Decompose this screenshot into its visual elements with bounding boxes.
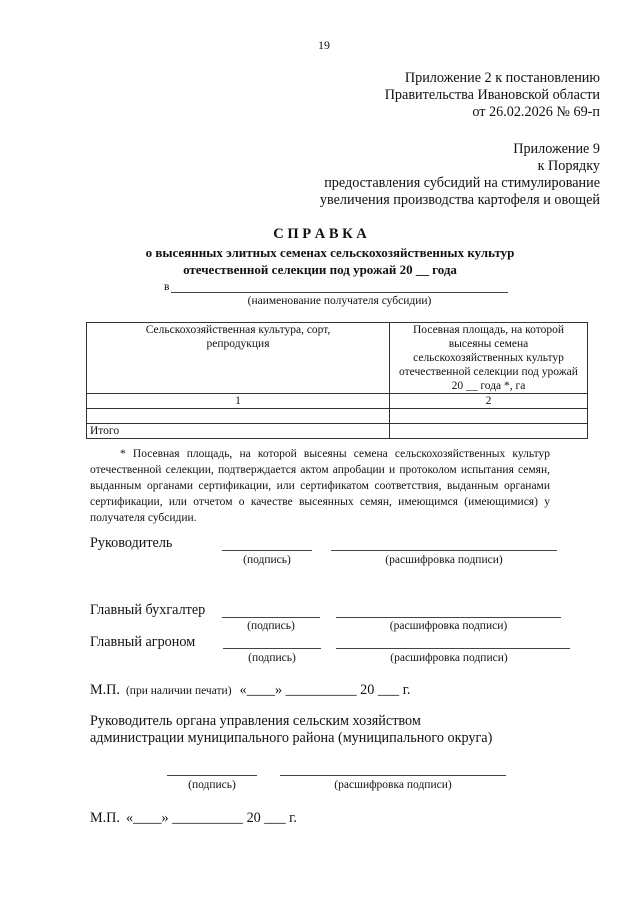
seeds-table [86, 322, 588, 439]
chief-agronomist-decode-caption: (расшифровка подписи) [390, 652, 508, 664]
stamp-mp-label: М.П. [90, 810, 120, 826]
authority-head-signature-line[interactable] [167, 775, 257, 776]
stamp-date-field[interactable]: «____» __________ 20 ___ г. [125, 810, 297, 826]
chief-agronomist-decode-line[interactable] [336, 648, 570, 649]
document-subtitle-line1: о высеянных элитных семенах сельскохозяйственных культур [145, 245, 515, 260]
authority-head-label-line2: администрации муниципального района (муниципального округа) [90, 730, 493, 746]
document-title: С П Р А В К А [273, 226, 367, 242]
stamp-block-2 [90, 809, 297, 827]
column-number-cell: 1 [87, 394, 390, 409]
table-cell-area[interactable] [390, 409, 588, 424]
stamp-block-1 [90, 681, 410, 699]
appendix-main-line: от 26.02.2026 № 69-п [472, 104, 600, 120]
recipient-caption: (наименование получателя субсидии) [247, 295, 432, 307]
chief-agronomist-signature-line[interactable] [223, 648, 321, 649]
authority-head-sign-caption: (подпись) [188, 779, 236, 791]
header-cell-area: Посевная площадь, на которой высеяны семена сельскохозяйственных культур отечественной селекции под урожай 20 __ года *, га [390, 323, 588, 394]
chief-accountant-decode-line[interactable] [336, 617, 561, 618]
authority-head-decode-caption: (расшифровка подписи) [334, 779, 452, 791]
appendix-main-line: Приложение 2 к постановлению [404, 70, 600, 86]
head-sign-caption: (подпись) [243, 554, 291, 566]
authority-head-decode-line[interactable] [280, 775, 506, 776]
authority-head-label-line1: Руководитель органа управления сельским хозяйством [90, 713, 421, 729]
chief-agronomist-sign-caption: (подпись) [248, 652, 296, 664]
chief-accountant-sign-caption: (подпись) [247, 620, 295, 632]
appendix-sub-line: к Порядку [537, 158, 600, 174]
total-value[interactable] [390, 424, 588, 439]
stamp-date-field[interactable]: «____» __________ 20 ___ г. [239, 682, 411, 698]
head-decode-caption: (расшифровка подписи) [385, 554, 503, 566]
table-column-numbers-row [87, 394, 588, 409]
stamp-note: (при наличии печати) [125, 685, 232, 697]
table-cell-crop[interactable] [87, 409, 390, 424]
table-total-row [87, 424, 588, 439]
appendix-sub [200, 141, 600, 209]
footnote: * Посевная площадь, на которой высеяны семена сельскохозяйственных культур отечественной селекции, подтверждается актом апробации и протоколом испытания семян, выданным органами сертификации, или сертификатом соответствия, выданным органами сертификации, или отчетом о качестве высеянных семян, имеющимся (имеющимися) у получателя субсидии. [90, 448, 550, 524]
stamp-mp-label: М.П. [90, 682, 120, 698]
table-row [87, 409, 588, 424]
document-subtitle-line2: отечественной селекции под урожай 20 __ года [183, 262, 457, 277]
header-cell-crop: Сельскохозяйственная культура, сорт, репродукция [87, 323, 390, 394]
chief-accountant-label: Главный бухгалтер [90, 602, 206, 618]
chief-agronomist-label: Главный агроном [90, 634, 196, 650]
head-decode-line[interactable] [331, 550, 557, 551]
chief-accountant-signature-line[interactable] [222, 617, 320, 618]
head-signature-line[interactable] [222, 550, 312, 551]
appendix-main [200, 70, 600, 121]
total-label: Итого [87, 424, 390, 439]
appendix-sub-line: предоставления субсидий на стимулирование [324, 175, 600, 191]
recipient-field-line[interactable] [171, 292, 508, 293]
table-header-row [87, 323, 588, 394]
head-label: Руководитель [90, 535, 173, 551]
column-number-cell: 2 [390, 394, 588, 409]
recipient-prefix: в [164, 281, 170, 293]
appendix-sub-line: увеличения производства картофеля и овощей [319, 192, 600, 208]
appendix-sub-line: Приложение 9 [513, 141, 600, 157]
chief-accountant-decode-caption: (расшифровка подписи) [389, 620, 508, 632]
appendix-main-line: Правительства Ивановской области [384, 87, 600, 103]
page-number: 19 [318, 38, 330, 52]
